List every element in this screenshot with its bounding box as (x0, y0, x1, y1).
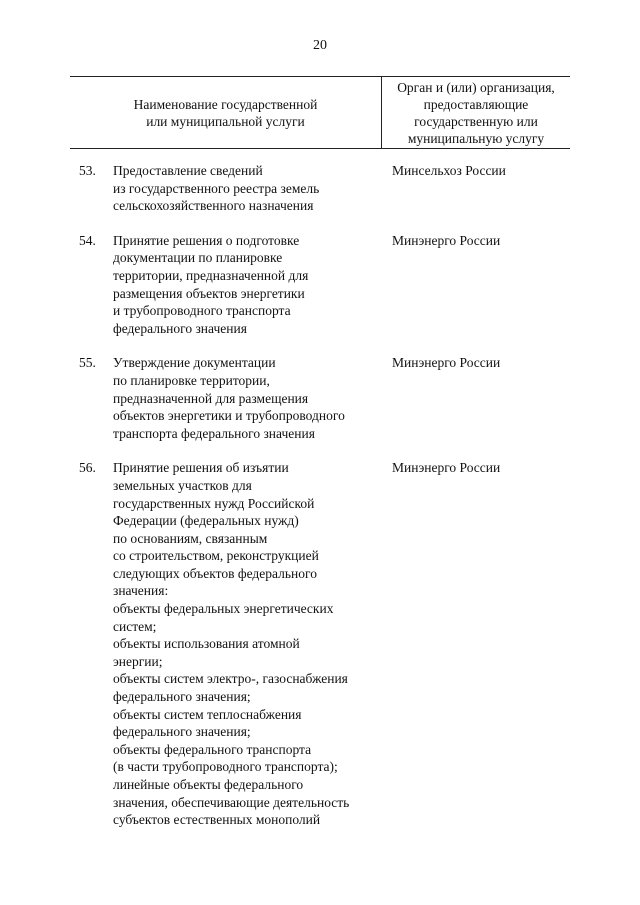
row-number: 56. (79, 460, 96, 476)
row-number: 55. (79, 355, 96, 371)
table-row (0, 354, 640, 442)
row-number: 53. (79, 163, 96, 178)
row-organ: Минсельхоз России (392, 163, 506, 178)
page-number: 20 (313, 38, 327, 53)
row-organ: Минэнерго России (392, 355, 501, 371)
table-row (0, 232, 640, 338)
header-organ: Орган и (или) организация, предоставляющие государственную или муниципальную услугу (397, 80, 555, 146)
row-service-name: Предоставление сведений из государственного реестра земель сельскохозяйственного назначения (113, 163, 320, 214)
table-header (70, 76, 570, 149)
table-body (0, 162, 640, 829)
row-organ: Минэнерго России (392, 232, 501, 248)
table-row (0, 162, 640, 215)
table-row (0, 459, 640, 828)
row-number: 54. (79, 232, 96, 248)
row-organ: Минэнерго России (392, 460, 501, 476)
row-service-name: Принятие решения о подготовке документации по планировке территории, предназначенной для размещения объектов энергетики и трубопроводного транспорта федерального значения (113, 232, 309, 336)
row-service-name: Принятие решения об изъятии земельных участков для государственных нужд Российской Федерации (федеральных нужд) по основаниям, связанным со строительством, реконструкцией следующих объектов федерального значения: объекты федеральных энергетических систем; объекты использования атомной энергии; объекты систем электро-, газоснабжения федерального значения; объекты систем теплоснабжения федерального значения; объекты федерального транспорта (в части трубопроводного транспорта); линейные объекты федерального значения, обеспечивающие деятельность субъектов естественных монополий (113, 460, 350, 828)
header-service-name: Наименование государственной или муниципальной услуги (133, 96, 318, 129)
row-service-name: Утверждение документации по планировке территории, предназначенной для размещения объектов энергетики и трубопроводного транспорта федерального значения (113, 355, 345, 441)
